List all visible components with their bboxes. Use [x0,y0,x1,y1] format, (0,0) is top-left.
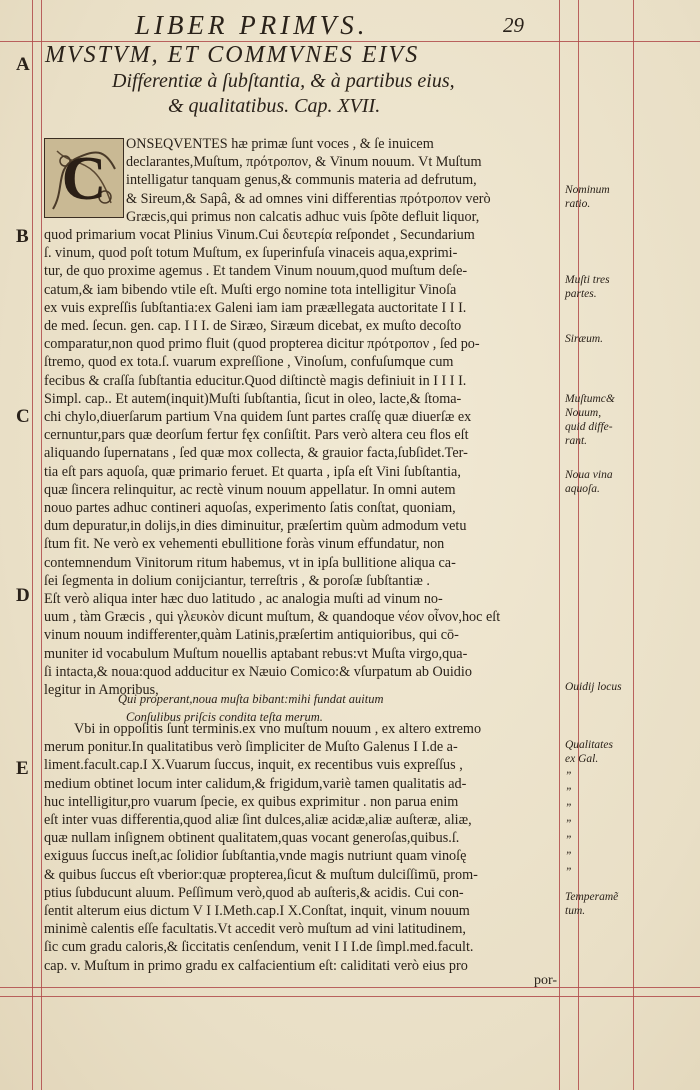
running-title: LIBER PRIMVS. [135,10,369,40]
text-line: fecibus & craſſa ſubſtantia educitur.Quod diſtinctè magis definiuit in I I I I. [44,372,467,389]
text-line: tia eſt pars aquoſa, quæ primario feruet. Et quarta , ipſa eſt Vini ſubſtantia, [44,463,461,480]
marginal-note-temperamentum: Temperamẽ tum. [565,891,619,917]
text-line: tur, de quo proxime agemus . Et tandem Vinum nouum,quod muſtum deſe- [44,263,468,280]
section-letter-e: E [16,758,29,779]
text-line: ptius ſubducunt aluum. Peſſimum verò,quod ab auſteris,& acidis. Cui con- [44,884,464,901]
text-line: Græcis,qui primus non calcatis adhuc vuis ſpõte defluit liquor, [126,208,480,225]
svg-text:C: C [61,145,107,213]
marginal-quote-marks: ” ” ” ” ” ” ” [565,770,572,878]
section-letter-a: A [16,54,30,75]
text-line: nouo partes adhuc contineri aquoſas, experimento ſatis conſtat, quoniam, [44,500,456,516]
text-line: chi chylo,diuerſarum partium Vna quidem ſunt partes craſſę quæ diuerſæ ex [44,409,472,425]
text-line: Eſt verò aliqua inter hæc duo latitudo , ac analogia muſti ad vinum no- [44,591,443,607]
text-line: & Sireum,& Sapâ, & ad omnes vini differentias πρότροπον verò [126,190,491,207]
marginal-note-nominum: Nominum ratio. [565,184,610,210]
marginal-note-siraeum: Siræum. [565,333,604,345]
text-line: contemnendum Vinitorum ritum habemus, vt in ipſa bullitione aliqua ca- [44,554,456,571]
text-line: ONSEQVENTES hæ primæ ſunt voces , & ſe inuicem [126,136,434,152]
text-line: ſtum fit. Ne verò ex vehementi ebullitione foràs vinum effundatur, non [44,536,445,553]
text-line: ſ. vinum, quod poſt totum Muſtum, ex ſuperinfuſa vinaceis aqua,exprimi- [44,245,458,262]
catchword: por- [534,973,558,988]
rule-bottom-2 [0,996,700,997]
text-line: exiguus ſuccus ineſt,ac ſolidior ſubſtantia,vnde magis nutriunt quam vinoſę [44,848,467,865]
marginal-note-noua-vina: Noua vina aquoſa. [565,469,613,495]
text-line: dum depuratur,in dolijs,in dies diminuitur, præſertim quùm admodum vetu [44,518,467,535]
chapter-title-line-1: MVSTVM, ET COMMVNES EIVS [45,42,420,68]
text-line: Vbi in oppoſitis ſunt terminis.ex vno muſtum nouum , ex altero extremo [74,721,482,737]
text-line: legitur in Amoribus, [44,682,159,698]
verse-line: Qui properant,noua muſta bibant:mihi fundat auitum [118,692,384,706]
text-line: uum , tàm Græcis , qui γλευκὸν dicunt muſtum, & quandoque νέον οἶνον,hoc eſt [44,609,501,626]
text-line: comparatur,non quod primo fluit (quod propterea dicitur πρότροπον , ſed po- [44,336,480,353]
marginal-note-mustum-nouum: Muſtumc& Nouum, quid diffe- rant. [565,393,615,447]
text-line: huc intelligitur,pro vuarum ſpecie, ex quibus exprimitur . non parua enim [44,793,459,810]
text-line: quod primarium vocat Plinius Vinum.Cui δευτερία reſpondet , Secundarium [44,227,475,243]
text-line: Simpl. cap.. Et autem(inquit)Muſti ſubſtantia, ſicut in oleo, lacte,& ſtoma- [44,390,462,407]
text-line: ſentit alterum eius dictum V I I.Meth.cap.I X.Conſtat, inquit, vinum nouum [44,903,470,919]
folio-number: 29 [503,13,524,37]
verse-line: Conſulibus priſcis condita teſta merum. [126,710,323,724]
marginal-note-ouidij: Ouidij locus [565,681,622,693]
text-line: eſt inter vuas differentia,quod aliæ ſint dulces,aliæ acidæ,aliæ auſteræ, aliæ, [44,812,472,828]
text-line: ſic cum gradu caloris,& ſiccitatis cenſendum, venit I I I.de ſimpl.med.facult. [44,939,474,956]
text-line: minimè calentis eſſe facultatis.Vt accedit verò muſtum ad vini latitudinem, [44,921,466,938]
chapter-title-line-2: Differentiæ à ſubſtantia, & à partibus eius, [112,70,455,92]
text-line: de med. ſecun. gen. cap. I I I. de Siræo, Siræum dicebat, ex muſto decoſto [44,318,462,334]
text-line: muniter id vocabulum Muſtum nouellis aptabant rebus:vt Muſta virgo,qua- [44,645,468,662]
text-line: ex vuis expreſſis ſubſtantia:ex Galeni iam iam præællegata auctoritate I I I. [44,299,467,316]
text-line: liment.facult.cap.I X.Vuarum ſuccus, inquit, ex recentibus vuis expreſſus , [44,757,463,774]
rule-text-right [559,0,560,1090]
text-line: merum ponitur.In qualitatibus verò ſimpliciter de Muſto Galenus I I.de a- [44,739,458,756]
text-line: catum,& iam bibendo vtile eſt. Muſti ergo nomine tota intelligitur Vinoſa [44,281,457,298]
rule-left [32,0,33,1090]
decorated-initial [44,138,124,218]
text-line: ſi intacta,& noua:quod adducitur ex Næuio Comico:& vſurpatum ab Ouidio [44,663,472,680]
rule-text-left [41,0,42,1090]
text-line: declarantes,Muſtum, πρότροπον, & Vinum nouum. Vt Muſtum [126,154,482,171]
marginal-note-musti-partes: Muſti tres partes. [565,274,610,300]
section-letter-d: D [16,585,30,606]
section-letter-b: B [16,226,29,247]
text-line: vinum nouum indifferenter,quàm Latinis,præſertim antiquioribus, qui cō- [44,627,459,644]
chapter-title-line-3: & qualitatibus. Cap. XVII. [168,95,381,117]
text-line: & quibus ſuccus eſt vberior:quæ propterea,ſicut & muſtum dulciſſimū, prom- [44,866,478,883]
floral-ornament-icon [45,139,123,217]
marginal-note-qualitates: Qualitates ex Gal. [565,739,613,765]
text-line: quæ ſincera relinquitur, ac rectè vinum nouum appellatur. In omni autem [44,481,456,498]
text-line: medium obtinet locum inter calidum,& frigidum,variè tamen qualitatis ad- [44,775,467,792]
text-line: ſtremo, quod ex tota.ſ. vuarum expreſſione , Vinoſum, confuſumque cum [44,354,454,371]
text-line: cernuntur,pars quæ deorſum fertur fęx conſiſtit. Pars verò altera ceu flos eſt [44,427,469,444]
rule-bottom [0,987,700,988]
text-line: quæ nullam inſignem obtinent qualitatem,quas vocant generoſas,quibus.ſ. [44,830,460,847]
text-line: ſei ſegmenta in dolium conijciantur, terreſtris , & poroſæ ſubſtantiæ . [44,572,430,589]
text-line: aliquando ſupernatans , ſed quæ mox collecta, & grauior facta,ſubſidet.Ter- [44,445,468,462]
rule-outer [633,0,634,1090]
text-line: intelligatur tanquam genus,& communis materia ad defrutum, [126,172,477,189]
section-letter-c: C [16,406,30,427]
text-line: cap. v. Muſtum in primo gradu ex calfacientium eſt: caliditati verò eius pro [44,957,468,974]
rule-margin-right [578,0,579,1090]
